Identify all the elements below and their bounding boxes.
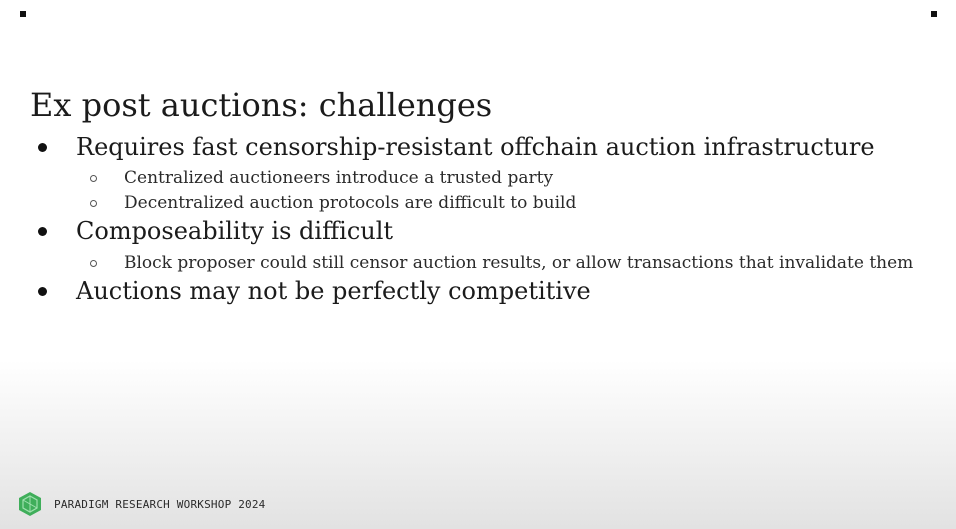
slide-footer	[18, 491, 266, 517]
sub-bullet-circle-icon	[90, 260, 97, 267]
bullet-dot-icon	[38, 287, 47, 296]
slide-title: Ex post auctions: challenges	[30, 86, 493, 125]
bullet-dot-icon	[38, 143, 47, 152]
sub-bullet-circle-icon	[90, 200, 97, 207]
bullet-text: Auctions may not be perfectly competitive	[76, 277, 591, 305]
bullet-item	[76, 276, 591, 306]
corner-mark-left	[20, 11, 26, 17]
sub-bullet-text: Block proposer could still censor auction results, or allow transactions that invalidate them	[124, 253, 914, 273]
sub-bullet-item	[124, 192, 576, 214]
bullet-item	[76, 132, 875, 162]
sub-bullet-text: Decentralized auction protocols are difficult to build	[124, 193, 577, 213]
bullet-dot-icon	[38, 227, 47, 236]
sub-bullet-text: Centralized auctioneers introduce a trusted party	[124, 168, 554, 188]
sub-bullet-item	[124, 252, 913, 274]
sub-bullet-item	[124, 167, 553, 189]
paradigm-logo-icon	[18, 491, 42, 517]
bullet-text: Composeability is difficult	[76, 217, 394, 245]
bullet-item	[76, 216, 393, 246]
bullet-text: Requires fast censorship-resistant offchain auction infrastructure	[76, 133, 875, 161]
footer-text: PARADIGM RESEARCH WORKSHOP 2024	[54, 497, 266, 511]
sub-bullet-circle-icon	[90, 175, 97, 182]
corner-mark-right	[931, 11, 937, 17]
